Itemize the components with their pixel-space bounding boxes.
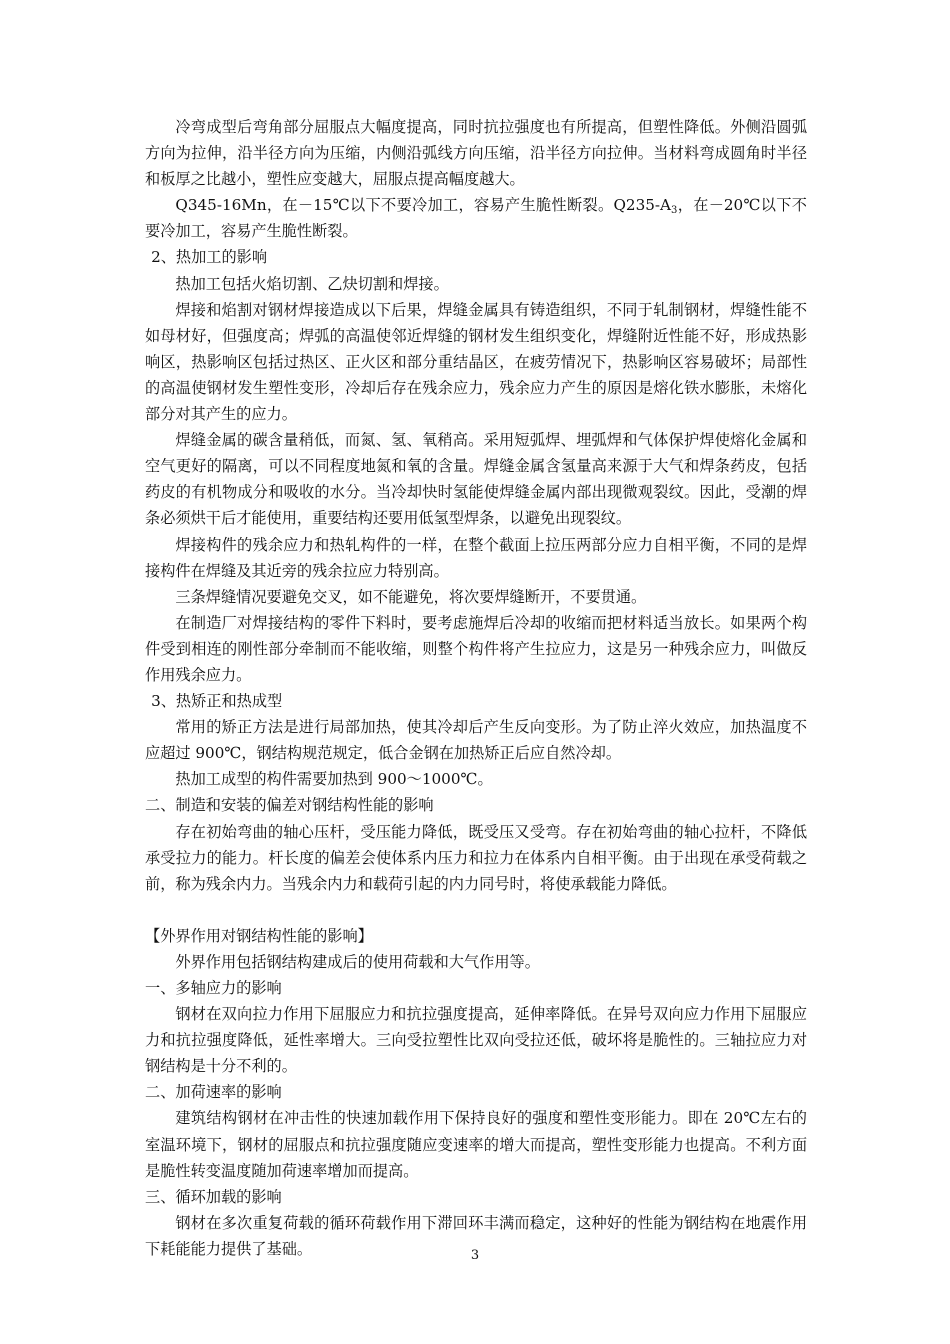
page-number: 3 [470,1248,480,1263]
paragraph-welding-effects: 焊接和焰割对钢材焊接造成以下后果，焊缝金属具有铸造组织，不同于轧制钢材，焊缝性能不如母材好，但强度高；焊弧的高温使邻近焊缝的钢材发生组织变化，焊缝附近性能不好，形成热影响区，热影响区包括过热区、正火区和部分重结晶区，在疲劳情况下，热影响区容易破坏；局部性的高温使钢材发生塑性变形，冷却后存在残余应力，残余应力产生的原因是熔化铁水膨胀，未熔化部分对其产生的应力。 [145,300,807,424]
steel-grade-text-b: ，在－20℃以下不要冷加工，容易产生脆性断裂。 [145,196,807,241]
paragraph-multiaxial-stress: 钢材在双向拉力作用下屈服应力和抗拉强度提高，延伸率降低。在异号双向应力作用下屈服应力和抗拉强度降低，延性率增大。三向受拉塑性比双向受拉还低，破坏将是脆性的。三轴拉应力对钢结构是十分不利的。 [145,1005,807,1076]
paragraph-hot-forming-temperature: 热加工成型的构件需要加热到 900～1000℃。 [175,770,493,789]
paragraph-external-actions-intro: 外界作用包括钢结构建成后的使用荷载和大气作用等。 [175,952,540,971]
heading-hot-working: 2、热加工的影响 [151,248,268,267]
paragraph-loading-rate: 建筑结构钢材在冲击性的快速加载作用下保持良好的强度和塑性变形能力。即在 20℃左右的室温环境下，钢材的屈服点和抗拉强度随应变速率的增大而提高，塑性变形能力也提高。不利方面是脆性转变温度随加荷速率增加而提高。 [145,1109,807,1180]
heading-manufacturing-deviation: 二、制造和安装的偏差对钢结构性能的影响 [145,796,434,815]
paragraph-weld-metal-composition: 焊缝金属的碳含量稍低，而氮、氢、氧稍高。采用短弧焊、埋弧焊和气体保护焊使熔化金属和空气更好的隔离，可以不同程度地氮和氧的含量。焊缝金属含氢量高来源于大气和焊条药皮，包括药皮的有机物成分和吸收的水分。当冷却快时氢能使焊缝金属内部出现微观裂纹。因此，受潮的焊条必须烘干后才能使用，重要结构还要用低氢型焊条，以避免出现裂纹。 [145,431,807,528]
paragraph-weld-crossing: 三条焊缝情况要避免交叉，如不能避免，将次要焊缝断开，不要贯通。 [175,587,647,606]
heading-loading-rate: 二、加荷速率的影响 [145,1083,282,1102]
paragraph-straightening-method: 常用的矫正方法是进行局部加热，使其冷却后产生反向变形。为了防止淬火效应，加热温度不应超过 900℃，钢结构规范规定，低合金钢在加热矫正后应自然冷却。 [145,718,807,763]
paragraph-shrinkage-allowance: 在制造厂对焊接结构的零件下料时，要考虑施焊后冷却的收缩而把材料适当放长。如果两个构件受到相连的刚性部分牵制而不能收缩，则整个构件将产生拉应力，这是另一种残余应力，叫做反作用残余应力。 [145,613,807,684]
paragraph-cold-working-steel-grades [145,192,807,244]
paragraph-hot-working-types: 热加工包括火焰切割、乙炔切割和焊接。 [175,274,449,293]
document-body [145,114,807,1262]
steel-grade-text-a: Q345-16Mn，在－15℃以下不要冷加工，容易产生脆性断裂。Q235-A [175,196,672,215]
heading-hot-straightening: 3、热矫正和热成型 [151,692,283,711]
section-gap [145,897,807,923]
paragraph-initial-bending: 存在初始弯曲的轴心压杆，受压能力降低，既受压又受弯。存在初始弯曲的轴心拉杆，不降低承受拉力的能力。杆长度的偏差会使体系内压力和拉力在体系内自相平衡。由于出现在承受荷载之前，称为残余内力。当残余内力和载荷引起的内力同号时，将使承载能力降低。 [145,822,807,893]
paragraph-cyclic-loading: 钢材在多次重复荷载的循环荷载作用下滞回环丰满而稳定，这种好的性能为钢结构在地震作用下耗能能力提供了基础。 [145,1213,807,1258]
heading-multiaxial-stress: 一、多轴应力的影响 [145,979,282,997]
heading-external-actions: 【外界作用对钢结构性能的影响】 [145,926,373,945]
heading-cyclic-loading: 三、循环加载的影响 [145,1187,282,1206]
paragraph-cold-bending: 冷弯成型后弯角部分屈服点大幅度提高，同时抗拉强度也有所提高，但塑性降低。外侧沿圆弧方向为拉伸，沿半径方向为压缩，内侧沿弧线方向压缩，沿半径方向拉伸。当材料弯成圆角时半径和板厚之比越小，塑性应变越大，屈服点提高幅度越大。 [145,118,807,189]
paragraph-residual-stress: 焊接构件的残余应力和热轧构件的一样，在整个截面上拉压两部分应力自相平衡，不同的是焊接构件在焊缝及其近旁的残余拉应力特别高。 [145,535,807,580]
steel-grade-subscript: 3 [671,205,678,217]
